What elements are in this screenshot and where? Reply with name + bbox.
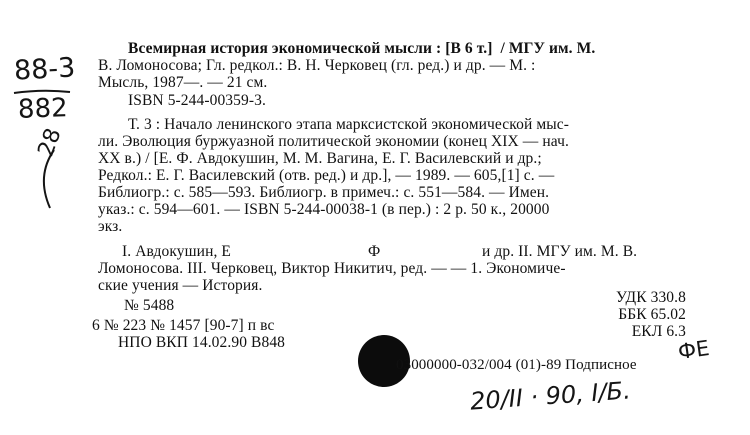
- handwritten-margin-scribble: 28: [33, 125, 67, 160]
- card-line: ские учения — История.: [98, 277, 263, 294]
- card-line: В. Ломоносова; Гл. редкол.: В. Н. Черковец (гл. ред.) и др. — М. :: [98, 57, 536, 74]
- handwritten-corner-mark: ФЕ: [676, 335, 711, 365]
- card-line: ли. Эволюция буржуазной политической экономии (конец XIX — нач.: [98, 133, 569, 150]
- card-line: № 5488: [124, 297, 175, 314]
- card-line: НПО ВКП 14.02.90 В848: [118, 334, 286, 351]
- handwritten-call-number-bottom: 882: [17, 93, 69, 125]
- card-line: XX в.) / [Е. Ф. Авдокушин, М. М. Вагина, Е. Г. Василевский и др.;: [98, 150, 542, 167]
- card-line: 6 № 223 № 1457 [90-7] п вс: [92, 317, 275, 334]
- bbk-code: ББК 65.02: [618, 306, 686, 323]
- card-line: и др. II. МГУ им. М. В.: [482, 243, 638, 260]
- card-line: экз.: [98, 218, 123, 235]
- handwritten-call-number-top: 88-3: [13, 52, 77, 87]
- card-line: ISBN 5-244-00359-3.: [128, 92, 266, 109]
- card-line: Ломоносова. III. Черковец, Виктор Никитич, ред. — — 1. Экономиче-: [98, 260, 566, 277]
- margin-bracket-mark: [28, 146, 68, 212]
- handwritten-date-note: 20/ІІ · 90, I/Б.: [469, 376, 632, 416]
- card-line: указ.: с. 594—601. — ISBN 5-244-00038-1 (в пер.) : 2 р. 50 к., 20000: [98, 201, 550, 218]
- card-line-title: Всемирная история экономической мысли : [В 6 т.] / МГУ им. М.: [128, 40, 596, 57]
- card-line: 03000000-032/004 (01)-89 Подписное: [396, 357, 637, 373]
- udk-code: УДК 330.8: [616, 289, 686, 306]
- ekl-code: ЕКЛ 6.3: [631, 323, 686, 340]
- card-line: I. Авдокушин, Е: [122, 243, 231, 260]
- card-line: Т. 3 : Начало ленинского этапа марксистской экономической мыс-: [128, 116, 570, 133]
- card-line: Ф: [368, 243, 381, 260]
- card-line: Библиогр.: с. 585—593. Библиогр. в примеч.: с. 551—584. — Имен.: [98, 184, 550, 201]
- card-line: Редкол.: Е. Г. Василевский (отв. ред.) и др.], — 1989. — 605,[1] с. —: [98, 167, 555, 184]
- card-line: Мысль, 1987—. — 21 см.: [98, 74, 268, 91]
